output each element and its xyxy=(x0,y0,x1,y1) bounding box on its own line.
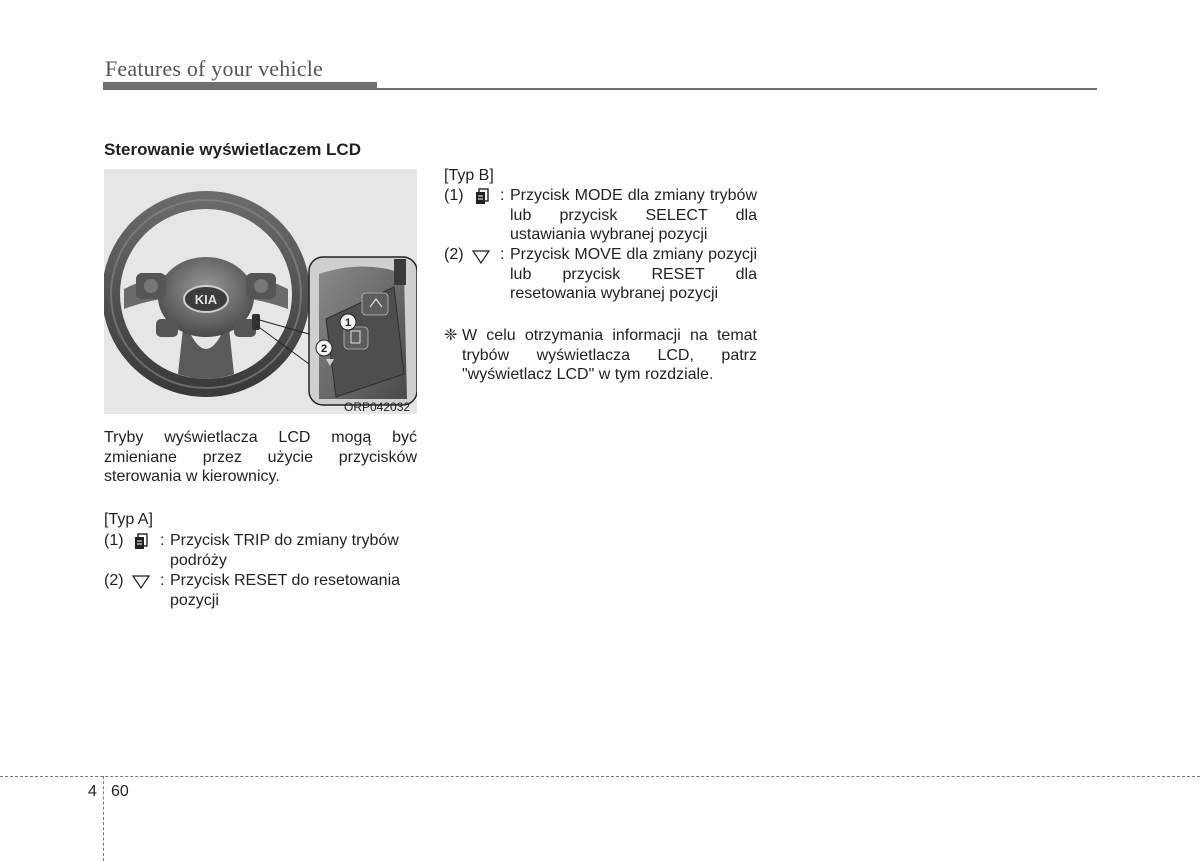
note-symbol: ❈ xyxy=(444,327,458,344)
trip-mode-icon xyxy=(475,188,489,211)
type-a-item-2 xyxy=(104,571,417,611)
trip-mode-icon xyxy=(134,533,148,556)
type-b-item-2 xyxy=(444,245,757,305)
page-header-title: Features of your vehicle xyxy=(105,56,324,81)
item-number: (1) xyxy=(104,532,124,549)
triangle-down-icon xyxy=(132,575,150,595)
item-colon: : xyxy=(500,187,505,204)
header-rule-thin xyxy=(377,88,1097,90)
item-text: Przycisk TRIP do zmiany trybów podróży xyxy=(170,532,399,569)
section-title: Sterowanie wyświetlaczem LCD xyxy=(104,140,361,159)
item-text: Przycisk MODE dla zmiany trybów lub przycisk SELECT dla ustawiania wybranej pozycji xyxy=(510,187,757,243)
header-rule-thick xyxy=(103,82,377,90)
footer-vertical-rule xyxy=(103,776,104,861)
footer-rule xyxy=(0,776,1200,777)
steering-wheel-illustration xyxy=(104,169,417,414)
item-colon: : xyxy=(160,532,165,549)
type-b-item-1 xyxy=(444,186,757,246)
triangle-down-icon xyxy=(472,250,490,270)
type-a-label: [Typ A] xyxy=(104,511,153,528)
intro-paragraph: Tryby wyświetlacza LCD mogą być zmieniane przez użycie przycisków sterowania w kierownicy. xyxy=(104,429,417,485)
page-number: 60 xyxy=(111,783,129,800)
note-text: W celu otrzymania informacji na temat trybów wyświetlacza LCD, patrz "wyświetlacz LCD" w tym rozdziale. xyxy=(462,327,757,383)
type-a-item-1 xyxy=(104,531,417,571)
item-colon: : xyxy=(500,246,505,263)
item-number: (1) xyxy=(444,187,464,204)
item-text: Przycisk MOVE dla zmiany pozycji lub przycisk RESET dla resetowania wybranej pozycji xyxy=(510,246,757,302)
callout-2: 2 xyxy=(320,343,328,355)
callout-1: 1 xyxy=(344,317,352,329)
item-number: (2) xyxy=(444,246,464,263)
kia-logo: KIA xyxy=(194,292,218,307)
item-colon: : xyxy=(160,572,165,589)
item-number: (2) xyxy=(104,572,124,589)
type-b-label: [Typ B] xyxy=(444,167,494,184)
item-text: Przycisk RESET do resetowania pozycji xyxy=(170,572,401,609)
chapter-number: 4 xyxy=(88,783,97,800)
figure-code: ORP042032 xyxy=(344,400,411,414)
